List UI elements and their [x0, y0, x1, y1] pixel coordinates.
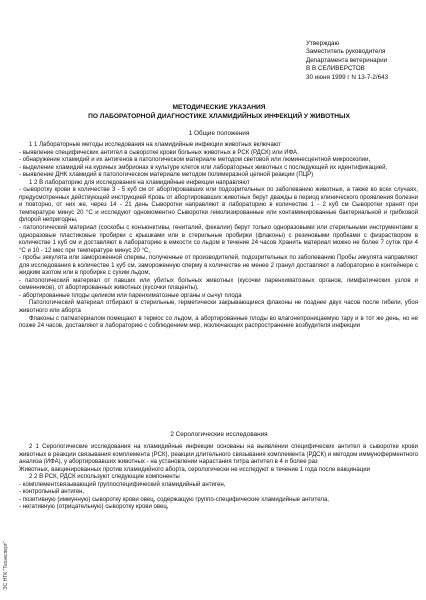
- paragraph: 1 2 В лабораторию для исследования на хламидийные инфекции направляют: [29, 179, 250, 186]
- paragraph: - выявление специфических антител в сыворотке крови больных животных в РСК (РДСК) или ИФА,: [19, 149, 299, 156]
- paragraph: Патологический материал отбирают в стерильные, герметически закрывающиеся флаконы не позднее двух часов после гибели, убоя животного или аборта: [19, 300, 418, 315]
- paragraph: - патологический материал (соскобы с конъюнктивы, гениталий, фекалии) берут только одноразовыми или стерильными инструментами в одноразовые пластиковые пробирки с крышками или в стерильные пробирки (флаконы) с резиновыми пробками с физраствором в количестве 1 куб см и доставляют в лабораторию в емкости со льдом в течение 24 часов Хранить материал можно не более 7 суток при 4 °С и 10 - 12 мес при температуре минус 20 °С,: [19, 225, 418, 254]
- paragraph: 2 1 Серологические исследования на хламидийные инфекции основаны на выявлении специфических антител в сыворотке крови животных в реакции связывания комплемента (РСК), реакции длительного связывания комплемента (РДСК) и методом иммуноферментного анализа (ИФА), у абортировавших животных - на установлении нарастания титра антител в 4 и более раз: [19, 444, 418, 466]
- document-title: [20, 104, 418, 122]
- approval-line: 30 июня 1999 г N 13-7-2/643: [306, 73, 389, 81]
- title-line-2: ПО ЛАБОРАТОРНОЙ ДИАГНОСТИКЕ ХЛАМИДИЙНЫХ ИНФЕКЦИЙ У ЖИВОТНЫХ: [88, 112, 350, 120]
- paragraph: - патологический материал от павших или убитых больных животных (кусочки паренхиматозных органов, лимфатических узлов и семенников), от абортированных животных (кусочки плаценты),: [19, 277, 418, 292]
- paragraph: - контрольный антиген,: [19, 489, 85, 496]
- paragraph: 2 2 В РСК, РДСК используют следующие компоненты: [29, 474, 180, 481]
- section-2-body: [19, 444, 418, 512]
- approval-block: [306, 40, 422, 82]
- paragraph: 1 1 Лабораторные методы исследования на хламидийные инфекции животных включают: [29, 142, 281, 148]
- section-2-heading: 2 Серологические исследования: [170, 431, 268, 438]
- approval-line: Департамента ветеринарии: [306, 56, 388, 64]
- paragraph: - выделение хламидий на куриных эмбрионах в культуре клеток или лабораторных животных с последующей их идентификацией,: [19, 164, 388, 171]
- paragraph: - пробы эякулята или замороженной спермы, полученные от производителей, подозрительных по заболеванию Пробы эякулята направляют для исследования в количестве 1 куб см, замороженную сперму в количестве не менее 2 гранул доставляют в лабораторию в контейнере с жидким азотом или в пробирке с сухим льдом,: [19, 255, 418, 277]
- paragraph: - сыворотку крови в количестве 3 - 5 куб см от абортировавших или подозрительных по заболеванию животных, а также во всех случаях, предусмотренных действующей инструкцией Кровь от абортировавших животных берут дважды в период клинического проявления болезни и повторно, от них же, через 14 - 21 день Сыворотки направляют в лабораторию в количестве 1 - 2 куб см Сыворотки хранят при температуре минус 20 °С и исследуют одномоментно Сыворотки гемолизированные или контаминированные бактериальной и грибковой флорой непригодны,: [19, 187, 418, 224]
- side-watermark: ЭС НТК "Техэксперт": [3, 541, 9, 590]
- paragraph: - позитивную (иммунную) сыворотку крови овец, содержащую группо-специфические хламидийные антитела,: [19, 496, 329, 503]
- paragraph: - абортированные плоды целиком или паренхиматозные органы и сычуг плода: [19, 292, 242, 299]
- paragraph: - негативную (отрицательную) сыворотку крови овец,: [19, 504, 169, 511]
- paragraph: Флаконы с патматериалом помещают в термос со льдом, а абортированные плоды во влагонепроницаемую тару и в тот же день, но не позже 24 часов, доставляют в лабораторию с соблюдением мер, исключающих распространение возбудителя инфекции: [19, 315, 418, 330]
- paragraph: - обнаружение хламидий и их антигенов в патологическом материале методом световой или люминесцентной микроскопии,: [19, 157, 371, 164]
- approval-line: Утверждаю: [306, 40, 340, 47]
- paragraph: - выявление ДНК хламидий в патологическом материале методом полимеразной цепной реакции (ПЦР): [19, 172, 314, 179]
- paragraph: - комплементсвязывающий группоспецифический хламидийный антиген,: [19, 481, 226, 488]
- title-line-1: МЕТОДИЧЕСКИЕ УКАЗАНИЯ: [172, 104, 266, 111]
- section-1-body: [19, 142, 418, 331]
- paragraph: Животных, вакцинированных против хламидийного аборта, серологически не исследуют в течение 1 года после вакцинации: [19, 466, 370, 473]
- approval-line: Заместитель руководителя: [306, 48, 386, 56]
- approval-line: В В СЕЛИВЕРСТОВ: [306, 65, 365, 73]
- section-1-heading: 1 Общие положения: [188, 130, 250, 137]
